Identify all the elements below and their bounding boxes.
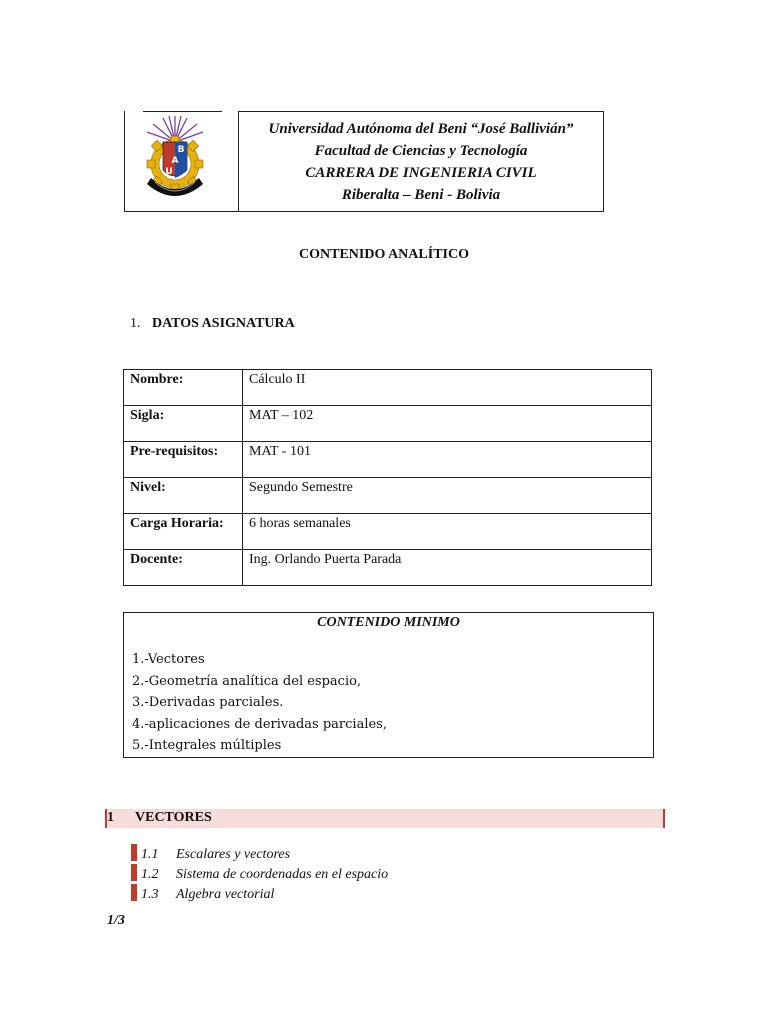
page-title: CONTENIDO ANALÍTICO <box>299 247 469 262</box>
svg-text:A: A <box>171 156 179 166</box>
field-value: MAT - 101 <box>243 442 652 478</box>
field-label: Pre-requisitos: <box>124 442 243 478</box>
university-name: Universidad Autónoma del Beni “José Ballivián” <box>268 121 574 137</box>
section-number: 1 <box>107 810 114 825</box>
subsection-item <box>131 844 290 863</box>
university-logo-icon <box>125 112 238 211</box>
svg-text:U: U <box>165 167 173 177</box>
section-number: 1. <box>130 316 141 331</box>
table-row <box>124 478 652 514</box>
contenido-minimo-box <box>123 612 654 758</box>
field-value: Cálculo II <box>243 370 652 406</box>
subsection-number: 1.2 <box>141 867 159 882</box>
faculty-name: Facultad de Ciencias y Tecnología <box>314 143 528 159</box>
header-border-gap <box>125 110 143 114</box>
table-row <box>124 442 652 478</box>
header-border-gap <box>222 110 238 114</box>
field-label: Nivel: <box>124 478 243 514</box>
svg-text:B: B <box>177 145 185 155</box>
field-value: Ing. Orlando Puerta Parada <box>243 550 652 586</box>
contenido-minimo-title: CONTENIDO MINIMO <box>317 615 460 630</box>
subsection-label: Sistema de coordenadas en el espacio <box>176 867 389 882</box>
subsection-item <box>131 864 388 883</box>
list-item: 5.-Integrales múltiples <box>132 738 282 753</box>
field-label: Nombre: <box>124 370 243 406</box>
page-number: 1/3 <box>107 913 125 928</box>
list-item: 1.-Vectores <box>132 652 205 667</box>
header-text <box>239 118 603 206</box>
logo-cell <box>125 112 239 211</box>
section-heading-vectores <box>107 810 212 826</box>
table-row <box>124 370 652 406</box>
change-marker <box>131 884 137 901</box>
section-label: DATOS ASIGNATURA <box>152 316 295 331</box>
field-label: Sigla: <box>124 406 243 442</box>
subsection-number: 1.1 <box>141 847 159 862</box>
subsection-label: Escalares y vectores <box>176 847 291 862</box>
list-item: 3.-Derivadas parciales. <box>132 695 284 710</box>
field-label: Carga Horaria: <box>124 514 243 550</box>
section-heading-datos <box>130 316 295 332</box>
table-row <box>124 550 652 586</box>
list-item: 2.-Geometría analítica del espacio, <box>132 673 362 689</box>
section-label: VECTORES <box>135 810 212 825</box>
subsection-number: 1.3 <box>141 887 159 902</box>
location: Riberalta – Beni - Bolivia <box>341 187 501 203</box>
table-row <box>124 406 652 442</box>
change-marker <box>131 864 137 881</box>
field-value: 6 horas semanales <box>243 514 652 550</box>
change-marker <box>131 844 137 861</box>
field-value: MAT – 102 <box>243 406 652 442</box>
subsection-label: Algebra vectorial <box>176 887 275 902</box>
contenido-minimo-list <box>132 649 387 757</box>
career-name: CARRERA DE INGENIERIA CIVIL <box>305 165 537 181</box>
list-item: 4.-aplicaciones de derivadas parciales, <box>132 716 387 732</box>
field-value: Segundo Semestre <box>243 478 652 514</box>
header-box <box>124 111 604 212</box>
subsection-item <box>131 884 274 903</box>
table-row <box>124 514 652 550</box>
field-label: Docente: <box>124 550 243 586</box>
datos-table <box>123 369 652 586</box>
